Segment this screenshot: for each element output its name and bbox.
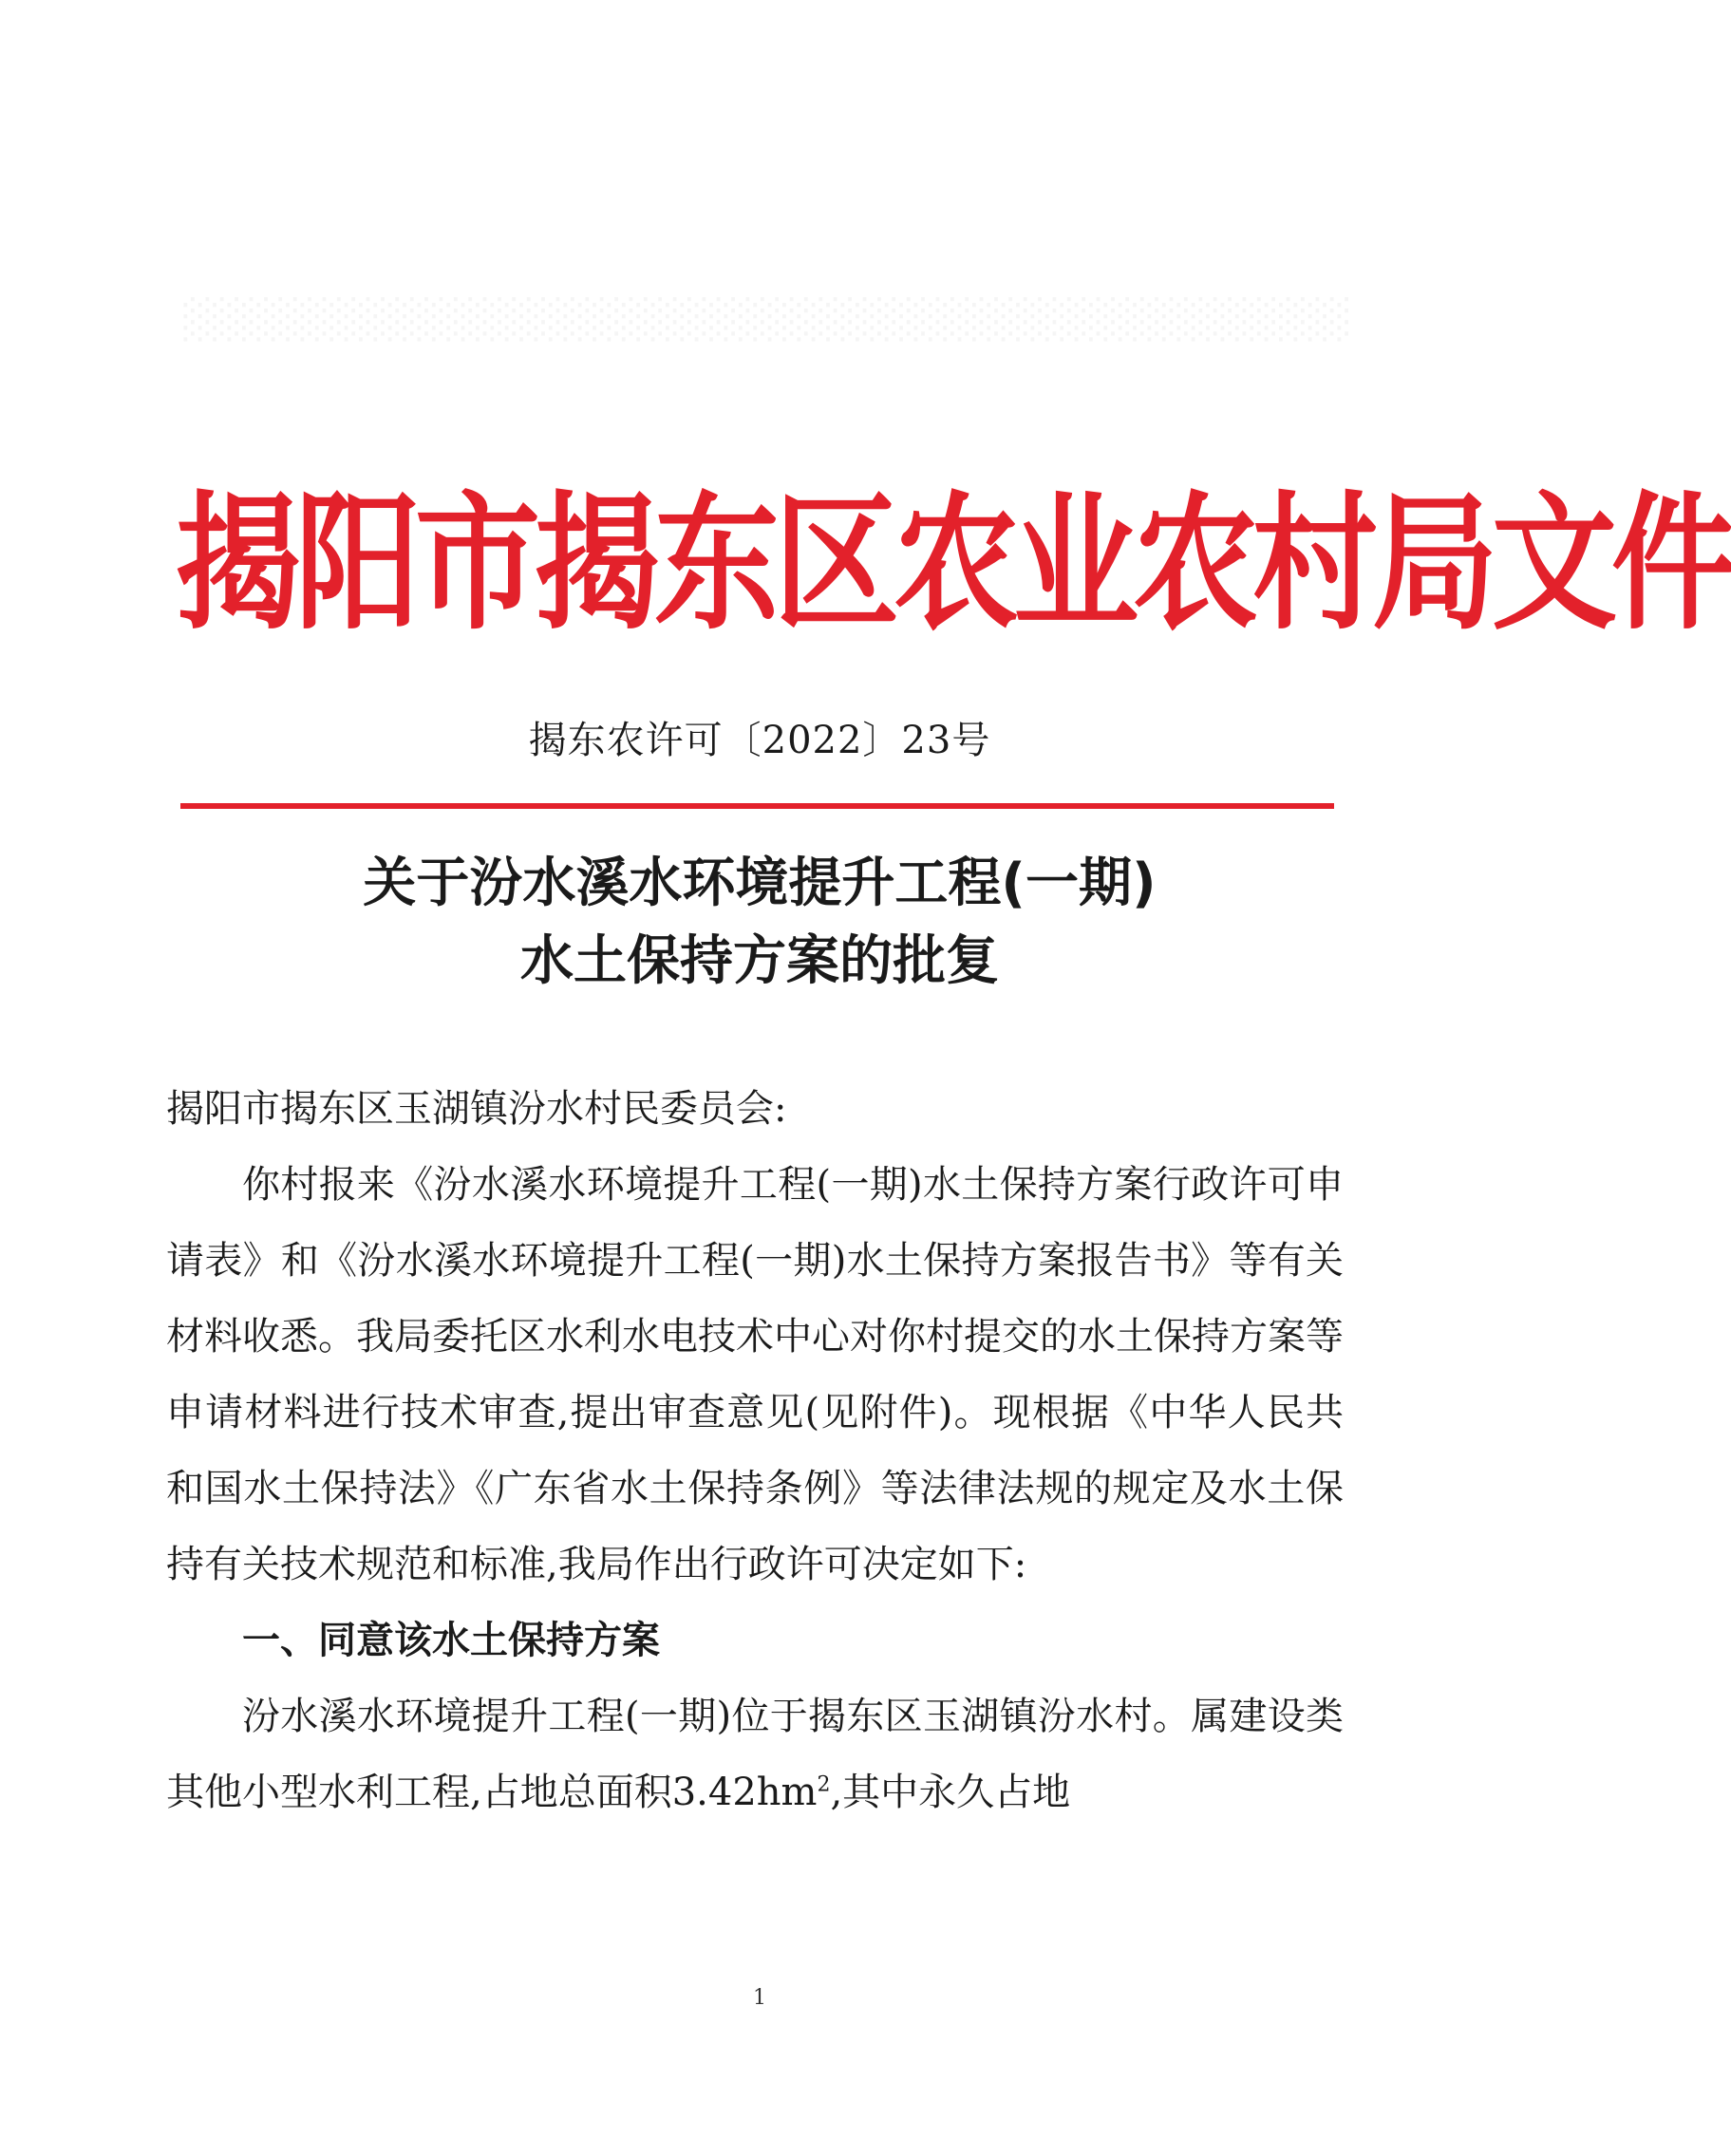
document-number: 揭东农许可〔2022〕23号 xyxy=(528,719,991,762)
body-paragraph-2 xyxy=(166,1678,1344,1830)
document-subject xyxy=(0,845,1519,1001)
issuing-authority-title: 揭阳市揭东区农业农村局文件 xyxy=(176,478,1731,651)
subject-line-2: 水土保持方案的批复 xyxy=(520,930,999,992)
paragraph-2-text-continued: ,其中永久占地 xyxy=(830,1771,1071,1814)
red-divider-line xyxy=(180,803,1334,809)
area-unit-superscript: 2 xyxy=(817,1772,831,1797)
subject-line-1: 关于汾水溪水环境提升工程(一期) xyxy=(363,853,1157,914)
bleed-through-text xyxy=(161,285,1348,355)
paragraph-2-text: 汾水溪水环境提升工程(一期)位于揭东区玉湖镇汾水村。属建设类其他小型水利工程,占地总面积3.42hm xyxy=(166,1695,1344,1814)
page-number: 1 xyxy=(753,1986,766,2010)
addressee: 揭阳市揭东区玉湖镇汾水村民委员会: xyxy=(166,1087,787,1131)
body-paragraph-1: 你村报来《汾水溪水环境提升工程(一期)水土保持方案行政许可申请表》和《汾水溪水环境提升工程(一期)水土保持方案报告书》等有关材料收悉。我局委托区水利水电技术中心对你村提交的水土保持方案等申请材料进行技术审查,提出审查意见(见附件)。现根据《中华人民共和国水土保持法》《广东省水土保持条例》等法律法规的规定及水土保持有关技术规范和标准,我局作出行政许可决定如下: xyxy=(166,1163,1344,1586)
section-heading-1: 一、同意该水土保持方案 xyxy=(242,1619,660,1662)
document-body xyxy=(166,1071,1344,1830)
